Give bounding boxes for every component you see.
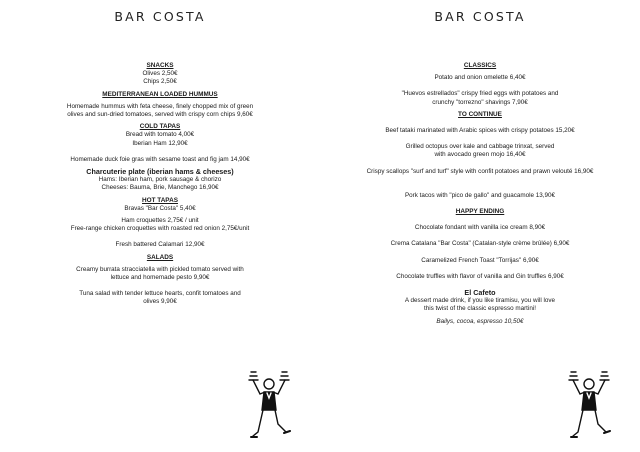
- section-title-cold-tapas: COLD TAPAS: [139, 123, 181, 131]
- menu-item: Cheeses: Bauma, Brie, Manchego 16,90€: [101, 184, 219, 192]
- section-title-classics: CLASSICS: [463, 62, 497, 69]
- menu-item: Chips 2,50€: [143, 78, 177, 86]
- menu-item-desc: A dessert made drink, if you like tiramisu, you will love: [404, 297, 556, 305]
- menu-item: Bread with tomato 4,00€: [125, 131, 195, 139]
- menu-item-desc: this twist of the classic espresso martini!: [424, 305, 536, 313]
- menu-item: Chocolate fondant with vanilla ice cream 8,90€: [414, 224, 546, 232]
- brand-title: BAR COSTA: [114, 9, 206, 24]
- menu-item-desc: with avocado green mojo 16,40€: [434, 151, 526, 159]
- menu-item: Crispy scallops "surf and turf" style with confit potatoes and prawn velouté 16,90€: [366, 167, 594, 175]
- menu-item: Potato and onion omelette 6,40€: [434, 74, 526, 82]
- waiter-illustration-icon: [246, 362, 292, 442]
- menu-item-desc: Grilled octopus over kale and cabbage trinxat, served: [405, 143, 555, 151]
- section-title-salads: SALADS: [146, 253, 174, 261]
- menu-item-desc: Tuna salad with tender lettuce hearts, confit tomatoes and: [79, 290, 241, 298]
- section-title-hummus: MEDITERRANEAN LOADED HUMMUS: [102, 90, 218, 98]
- menu-item: Free-range chicken croquettes with roasted red onion 2,75€/unit: [70, 225, 250, 233]
- menu-item: Caramelized French Toast "Torrijas" 6,90€: [421, 256, 539, 264]
- menu-page-right: [320, 0, 640, 452]
- menu-item: Pork tacos with "pico de gallo" and guacamole 13,90€: [404, 191, 556, 199]
- section-title-to-continue: TO CONTINUE: [458, 110, 502, 118]
- menu-item: Ham croquettes 2,75€ / unit: [121, 217, 199, 225]
- menu-item: Fresh battered Calamari 12,90€: [115, 241, 205, 249]
- menu-item-desc: lettuce and homemade pesto 9,90€: [110, 274, 210, 282]
- section-title-happy-ending: HAPPY ENDING: [455, 208, 505, 216]
- subsection-title-el-cafeto: El Cafeto: [464, 288, 496, 298]
- menu-item-desc: crunchy "torrezno" shavings 7,90€: [432, 98, 528, 106]
- section-title-hot-tapas: HOT TAPAS: [142, 196, 178, 204]
- menu-item: Crema Catalana "Bar Costa" (Catalan-style crème brûlée) 6,90€: [390, 240, 570, 248]
- menu-item: Beef tataki marinated with Arabic spices with crispy potatoes 15,20€: [385, 127, 575, 135]
- menu-item-price: Bailys, cocoa, espresso 10,50€: [436, 317, 524, 325]
- menu-item-desc: olives 9,90€: [143, 298, 177, 306]
- menu-item: Bravas "Bar Costa" 5,40€: [124, 204, 196, 212]
- menu-item: Iberian Ham 12,90€: [132, 139, 188, 147]
- menu-item: Hams: Iberian ham, pork sausage & chorizo: [98, 176, 222, 184]
- section-title-snacks: SNACKS: [146, 62, 174, 69]
- menu-item-desc: "Huevos estrellados" crispy fried eggs with potatoes and: [401, 90, 559, 98]
- waiter-illustration-icon: [566, 362, 612, 442]
- brand-title: BAR COSTA: [434, 9, 526, 24]
- right-menu-column: [320, 62, 640, 326]
- menu-item-desc: olives and sun-dried tomatoes, served with crispy corn chips 9,60€: [67, 111, 253, 119]
- menu-item-desc: Homemade hummus with feta cheese, finely chopped mix of green: [66, 102, 254, 110]
- subsection-title-charcuterie: Charcuterie plate (iberian hams & cheeses): [86, 167, 234, 177]
- left-menu-column: [0, 62, 320, 307]
- menu-item: Chocolate truffles with flavor of vanilla and Gin truffles 6,90€: [396, 272, 564, 280]
- menu-item-desc: Creamy burrata stracciatella with pickled tomato served with: [76, 265, 244, 273]
- menu-item: Olives 2,50€: [142, 70, 178, 78]
- menu-item: Homemade duck foie gras with sesame toast and fig jam 14,90€: [70, 155, 250, 163]
